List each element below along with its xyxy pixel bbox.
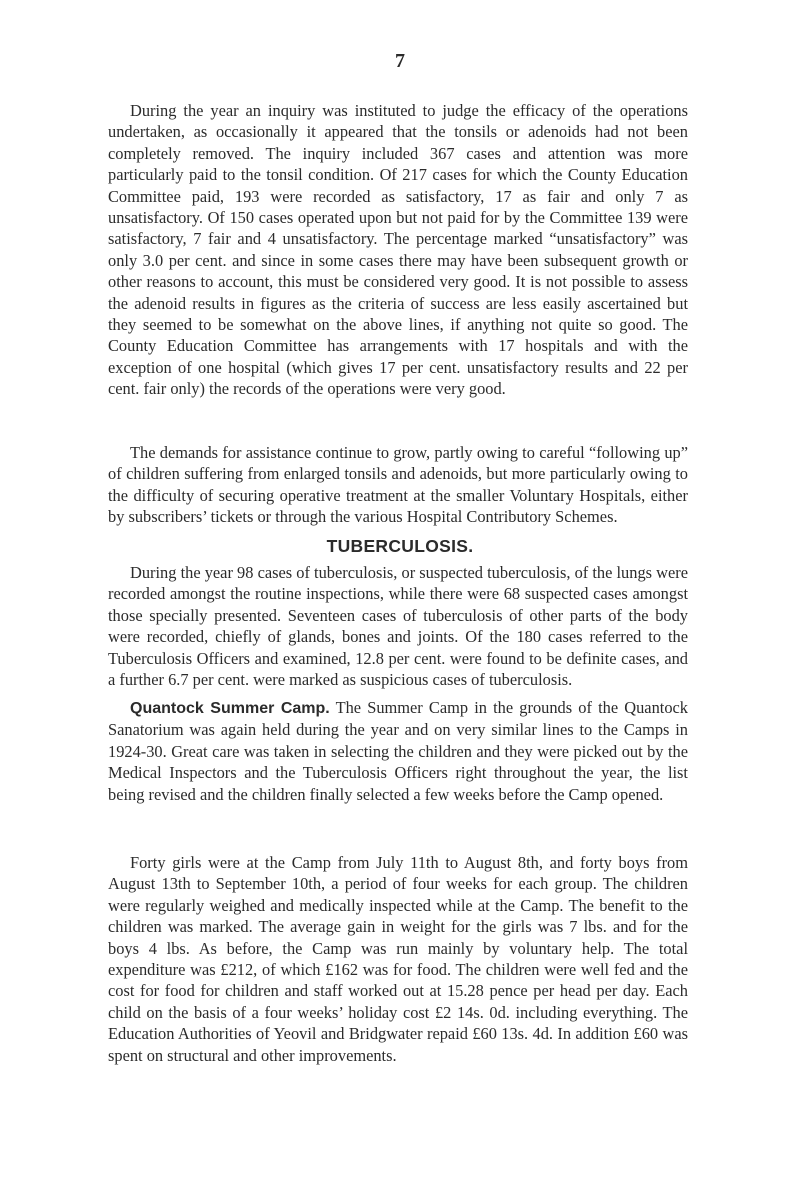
paragraph-quantock-camp-body: The Summer Camp in the grounds of the Quantock Sanatorium was again held during the year and on very similar lines to the Camps in 1924-30. Great care was taken in selecting the children and they were picked out by the Medical Inspectors and the Tuberculosis Officers right throughout the year, the list being revised and the children finally selected a few weeks before the Camp opened. xyxy=(108,698,688,804)
paragraph-quantock-camp xyxy=(108,697,688,805)
paragraph-camp-details: Forty girls were at the Camp from July 11th to August 8th, and forty boys from August 13th to September 10th, a period of four weeks for each group. The children were regularly weighed and medically inspected while at the Camp. The benefit to the children was marked. The average gain in weight for the girls was 7 lbs. and for the boys 4 lbs. As before, the Camp was run mainly by voluntary help. The total expenditure was £212, of which £162 was for food. The children were well fed and the cost for food for children and staff worked out at 15.28 pence per head per day. Each child on the basis of a four weeks’ holiday cost £2 14s. 0d. including everything. The Education Authorities of Yeovil and Bridgwater repaid £60 13s. 4d. In addition £60 was spent on structural and other improvements. xyxy=(108,853,688,1065)
paragraph-demands-assistance: The demands for assistance continue to grow, partly owing to careful “following up” of children suffering from enlarged tonsils and adenoids, but more particularly owing to the difficulty of securing operative treatment at the smaller Voluntary Hospitals, either by subscribers’ tickets or through the various Hospital Contributory Schemes. xyxy=(108,443,688,527)
paragraph-tonsil-inquiry: During the year an inquiry was instituted to judge the efficacy of the operations undertaken, as occasionally it appeared that the tonsils or adenoids had not been completely removed. The inquiry included 367 cases and attention was more particularly paid to the tonsil condition. Of 217 cases for which the County Education Committee paid, 193 were recorded as satisfactory, 17 as fair and only 7 as unsatisfactory. Of 150 cases operated upon but not paid for by the Committee 139 were satisfactory, 7 fair and 4 unsatisfactory. The percentage marked “unsatisfactory” was only 3.0 per cent. and since in some cases there may have been subsequent growth or other reasons to account, this must be considered very good. It is not possible to assess the adenoid results in figures as the criteria of success are less easily ascertained but they seemed to be somewhat on the above lines, if anything not quite so good. The County Education Committee has arrangements with 17 hospitals and with the exception of one hospital (which gives 17 per cent. unsatisfactory results and 22 per cent. fair only) the records of the operations were very good. xyxy=(108,101,688,399)
heading-tuberculosis: TUBERCULOSIS. xyxy=(326,536,474,556)
run-in-heading-quantock-camp: Quantock Summer Camp. xyxy=(130,700,330,717)
page-number: 7 xyxy=(395,50,405,72)
paragraph-tuberculosis-cases: During the year 98 cases of tuberculosis, or suspected tuberculosis, of the lungs were recorded amongst the routine inspections, while there were 68 suspected cases amongst those specially presented. Seventeen cases of tuberculosis of other parts of the body were recorded, chiefly of glands, bones and joints. Of the 180 cases referred to the Tuberculosis Officers and examined, 12.8 per cent. were found to be definite cases, and a further 6.7 per cent. were marked as suspicious cases of tuberculosis. xyxy=(108,563,688,690)
